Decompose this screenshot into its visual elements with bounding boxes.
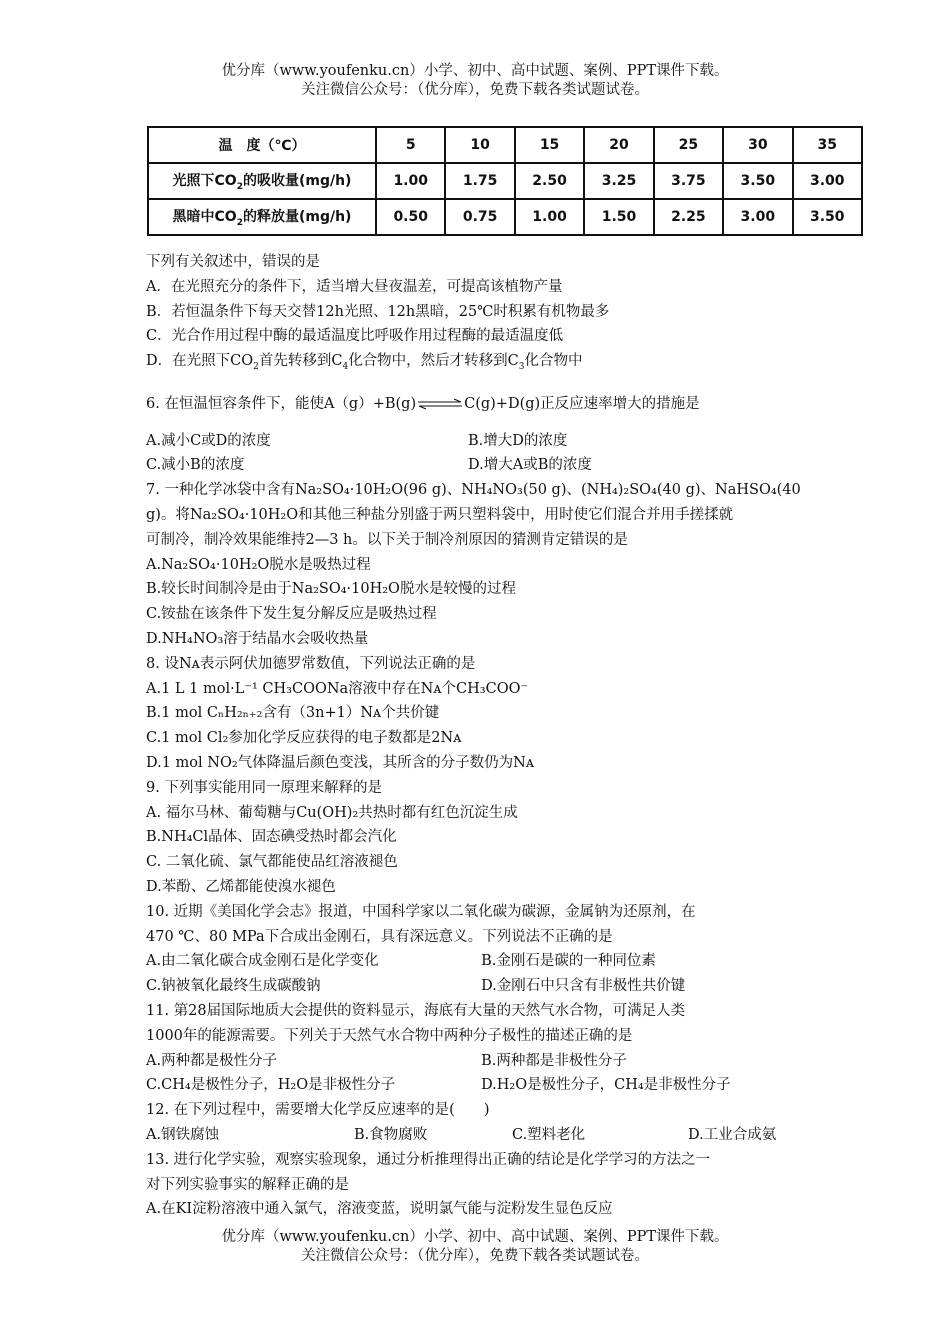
q7-option-c: C.铵盐在该条件下发生复分解反应是吸热过程 xyxy=(146,606,437,623)
value-cell: 3.75 xyxy=(654,163,723,199)
q7-stem-line-1: 7. 一种化学冰袋中含有Na₂SO₄·10H₂O(96 g)、NH₄NO₃(50 g)、(NH₄)₂SO₄(40 g)、NaHSO₄(40 xyxy=(146,482,801,499)
q10-options-row-1 xyxy=(146,949,818,974)
table-header-row xyxy=(148,127,862,163)
q8-option-a: A.1 L 1 mol·L⁻¹ CH₃COONa溶液中存在Nᴀ个CH₃COO⁻ xyxy=(146,680,529,697)
value-cell: 3.25 xyxy=(584,163,653,199)
value-cell: 0.50 xyxy=(376,199,445,235)
q13-stem-line-2: 对下列实验事实的解释正确的是 xyxy=(146,1176,349,1193)
q12-stem: 12. 在下列过程中，需要增大化学反应速率的是( ) xyxy=(146,1102,490,1119)
footer-line-2: 关注微信公众号：（优分库），免费下载各类试题试卷。 xyxy=(301,1248,649,1264)
q5-option-a: A．在光照充分的条件下，适当增大昼夜温差，可提高该植物产量 xyxy=(146,278,563,295)
q9-option-d: D.苯酚、乙烯都能使溴水褪色 xyxy=(146,879,336,896)
q12-option-c: C.塑料老化 xyxy=(512,1126,586,1143)
q11-stem-line-1: 11. 第28届国际地质大会提供的资料显示，海底有大量的天然气水合物，可满足人类 xyxy=(146,1003,686,1019)
q6-option-b: B.增大D的浓度 xyxy=(468,432,568,449)
dark-release-label: 黑暗中$CO_2$的释放量(mg/h) xyxy=(148,199,376,235)
q6-option-d: D.增大A或B的浓度 xyxy=(468,457,592,474)
q10-option-d: D.金刚石中只含有非极性共价键 xyxy=(481,978,686,995)
q10-option-a: A.由二氧化碳合成金刚石是化学变化 xyxy=(146,953,379,970)
page-header xyxy=(0,62,950,100)
q7-option-a: A.Na₂SO₄·10H₂O脱水是吸热过程 xyxy=(146,556,371,573)
q6-option-a: A.减小C或D的浓度 xyxy=(146,432,271,449)
q6-stem: 6. 在恒温恒容条件下，能使A（g）+B(g) C(g)+D(g)正反应速率增大的措施是 xyxy=(146,395,700,412)
q13-stem-line-1: 13. 进行化学实验，观察实验现象，通过分析推理得出正确的结论是化学学习的方法之一 xyxy=(146,1151,711,1168)
light-absorption-label: 光照下$CO_2$的吸收量(mg/h) xyxy=(148,163,376,199)
value-cell: 3.00 xyxy=(793,163,862,199)
q7-stem-line-2: g)。将Na₂SO₄·10H₂O和其他三种盐分别盛于两只塑料袋中，用时使它们混合并用手搓揉就 xyxy=(146,507,734,524)
q5-stem: 下列有关叙述中，错误的是 xyxy=(146,254,320,270)
value-cell: 3.00 xyxy=(723,199,792,235)
value-cell: 1.00 xyxy=(376,163,445,199)
q8-option-d: D.1 mol NO₂气体降温后颜色变浅，其所含的分子数仍为Nᴀ xyxy=(146,755,535,772)
q8-option-c: C.1 mol Cl₂参加化学反应获得的电子数都是2Nᴀ xyxy=(146,730,462,747)
q6-option-c: C.减小B的浓度 xyxy=(146,457,245,474)
question-body xyxy=(146,250,818,1222)
q5-option-d: D．在光照下$CO_2$首先转移到$C_4$化合物中，然后才转移到$C_3$化合物中 xyxy=(146,353,583,373)
value-cell: 0.75 xyxy=(445,199,514,235)
q8-stem: 8. 设Nᴀ表示阿伏加德罗常数值，下列说法正确的是 xyxy=(146,655,476,672)
q11-option-a: A.两种都是极性分子 xyxy=(146,1052,278,1069)
q6-options-row-1 xyxy=(146,429,818,454)
table-row-light-absorption xyxy=(148,163,862,199)
q12-options-row xyxy=(146,1123,818,1148)
table-row-dark-release xyxy=(148,199,862,235)
q9-option-b: B.NH₄Cl晶体、固态碘受热时都会汽化 xyxy=(146,829,397,846)
q9-stem: 9. 下列事实能用同一原理来解释的是 xyxy=(146,779,382,796)
q12-option-a: A.钢铁腐蚀 xyxy=(146,1126,220,1143)
temp-cell: 10 xyxy=(445,127,514,163)
q11-options-row-2 xyxy=(146,1073,818,1098)
q5-option-b: B．若恒温条件下每天交替12h光照、12h黑暗，25℃时积累有机物最多 xyxy=(146,303,610,320)
value-cell: 1.75 xyxy=(445,163,514,199)
q10-stem-line-2: 470 ℃、80 MPa下合成出金刚石，具有深远意义。下列说法不正确的是 xyxy=(146,928,613,945)
q9-option-a: A. 福尔马林、葡萄糖与Cu(OH)₂共热时都有红色沉淀生成 xyxy=(146,804,518,821)
page-footer xyxy=(0,1228,950,1266)
q9-option-c: C. 二氧化硫、氯气都能使品红溶液褪色 xyxy=(146,854,398,871)
q5-option-c: C．光合作用过程中酶的最适温度比呼吸作用过程酶的最适温度低 xyxy=(146,328,564,345)
q6-options-row-2 xyxy=(146,453,818,478)
q11-options-row-1 xyxy=(146,1049,818,1074)
value-cell: 3.50 xyxy=(723,163,792,199)
q11-option-c: C.CH₄是极性分子，H₂O是非极性分子 xyxy=(146,1077,396,1094)
equilibrium-arrow-icon xyxy=(416,398,464,410)
q11-option-b: B.两种都是非极性分子 xyxy=(481,1052,627,1069)
q10-option-c: C.钠被氧化最终生成碳酸钠 xyxy=(146,978,321,995)
value-cell: 2.50 xyxy=(515,163,584,199)
q10-option-b: B.金刚石是碳的一种同位素 xyxy=(481,953,656,970)
q11-option-d: D.H₂O是极性分子，CH₄是非极性分子 xyxy=(481,1077,731,1094)
value-cell: 2.25 xyxy=(654,199,723,235)
value-cell: 1.50 xyxy=(584,199,653,235)
q10-options-row-2 xyxy=(146,974,818,999)
header-line-2: 关注微信公众号：（优分库），免费下载各类试题试卷。 xyxy=(301,82,649,98)
temperature-co2-table xyxy=(147,126,863,236)
q11-stem-line-2: 1000年的能源需要。下列关于天然气水合物中两种分子极性的描述正确的是 xyxy=(146,1027,633,1044)
q7-option-b: B.较长时间制冷是由于Na₂SO₄·10H₂O脱水是较慢的过程 xyxy=(146,581,516,598)
value-cell: 3.50 xyxy=(793,199,862,235)
temperature-label: 温 度（℃） xyxy=(148,127,376,163)
q13-option-a: A.在KI淀粉溶液中通入氯气，溶液变蓝，说明氯气能与淀粉发生显色反应 xyxy=(146,1201,613,1218)
q7-stem-line-3: 可制冷，制冷效果能维持2—3 h。以下关于制冷剂原因的猜测肯定错误的是 xyxy=(146,531,628,548)
footer-line-1: 优分库（www.youfenku.cn）小学、初中、高中试题、案例、PPT课件下载。 xyxy=(221,1229,729,1245)
temp-cell: 25 xyxy=(654,127,723,163)
value-cell: 1.00 xyxy=(515,199,584,235)
q7-option-d: D.NH₄NO₃溶于结晶水会吸收热量 xyxy=(146,631,369,648)
temp-cell: 35 xyxy=(793,127,862,163)
temp-cell: 30 xyxy=(723,127,792,163)
temp-cell: 5 xyxy=(376,127,445,163)
q10-stem-line-1: 10. 近期《美国化学会志》报道，中国科学家以二氧化碳为碳源，金属钠为还原剂，在 xyxy=(146,903,696,920)
q8-option-b: B.1 mol CₙH₂ₙ₊₂含有（3n+1）Nᴀ个共价键 xyxy=(146,705,440,722)
header-line-1: 优分库（www.youfenku.cn）小学、初中、高中试题、案例、PPT课件下载。 xyxy=(221,63,729,79)
q12-option-b: B.食物腐败 xyxy=(354,1126,428,1143)
q12-option-d: D.工业合成氨 xyxy=(688,1126,777,1143)
temp-cell: 15 xyxy=(515,127,584,163)
temp-cell: 20 xyxy=(584,127,653,163)
